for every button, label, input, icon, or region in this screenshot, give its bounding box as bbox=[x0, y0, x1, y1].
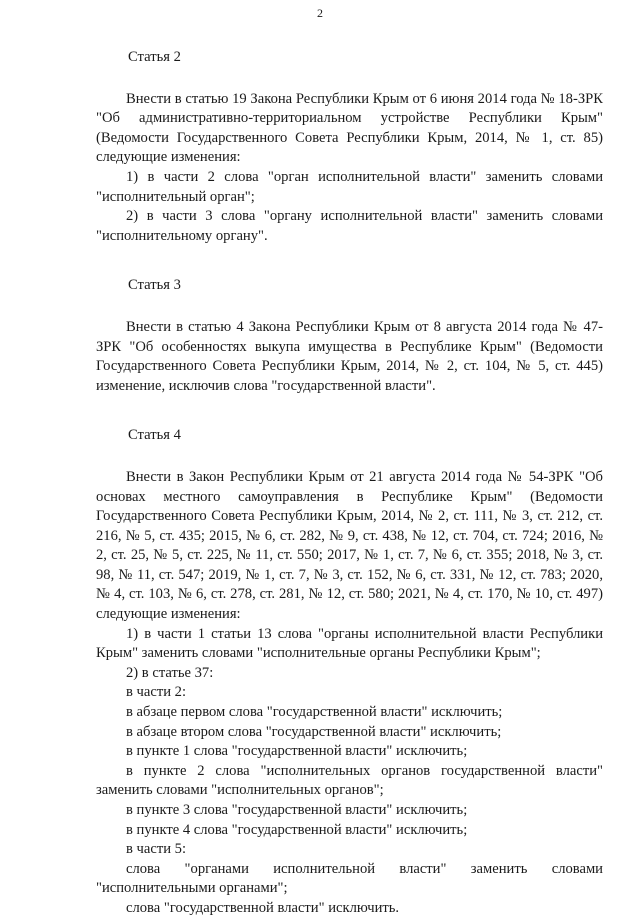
article-2-item-2: 2) в части 3 слова "органу исполнительной власти" заменить словами "исполнительному органу". bbox=[96, 208, 603, 244]
article-2-title: Статья 2 bbox=[128, 49, 181, 65]
article-2-item-1: 1) в части 2 слова "орган исполнительной власти" заменить словами "исполнительный орган"; bbox=[96, 168, 603, 205]
article-2-intro: Внести в статью 19 Закона Республики Крым от 6 июня 2014 года № 18-ЗРК "Об административно-территориальном устройстве Республики Крым" (Ведомости Государственного Совета Республики Крым, 2014, № 1, ст. 85) следующие изменения: bbox=[96, 90, 603, 166]
article-4-para-1: в абзаце первом слова "государственной власти" исключить; bbox=[126, 704, 503, 721]
article-4-item-2: 2) в статье 37: bbox=[126, 664, 214, 681]
article-3-title: Статья 3 bbox=[128, 277, 181, 294]
article-4-item-1: 1) в части 1 статьи 13 слова "органы исполнительной власти Республики Крым" заменить словами "исполнительные органы Республики Крым"; bbox=[96, 625, 603, 662]
article-3-text: Внести в статью 4 Закона Республики Крым от 8 августа 2014 года № 47-ЗРК "Об особенностях выкупа имущества в Республике Крым" (Ведомости Государственного Совета Республики Крым, 2014, № 2, ст. 104, № 5, ст. 445) изменение, исключив слова "государственной власти". bbox=[96, 318, 603, 394]
article-4-part-2: в части 2: bbox=[126, 684, 187, 701]
article-2 bbox=[96, 48, 603, 246]
article-3 bbox=[96, 276, 603, 396]
article-4-para-4: в пункте 2 слова "исполнительных органов государственной власти" заменить словами "исполнительных органов"; bbox=[96, 762, 603, 799]
article-4-para-5: в пункте 3 слова "государственной власти" исключить; bbox=[126, 802, 468, 818]
article-4 bbox=[96, 426, 603, 918]
article-4-part-5: в части 5: bbox=[126, 841, 187, 858]
document-body bbox=[96, 48, 603, 919]
article-4-para-2: в абзаце втором слова "государственной власти" исключить; bbox=[126, 723, 502, 740]
article-4-para-7: слова "органами исполнительной власти" заменить словами "исполнительными органами"; bbox=[96, 860, 603, 897]
article-4-para-6: в пункте 4 слова "государственной власти" исключить; bbox=[126, 821, 468, 838]
article-4-para-8: слова "государственной власти" исключить. bbox=[126, 899, 400, 916]
page-number: 2 bbox=[317, 6, 323, 20]
article-4-intro: Внести в Закон Республики Крым от 21 августа 2014 года № 54-ЗРК "Об основах местного самоуправления в Республике Крым" (Ведомости Государственного Совета Республики Крым, 2014, № 2, ст. 111, № 3, ст. 212, ст. 216, № 5, ст. 435; 2015, № 6, ст. 282, № 9, ст. 438, № 12, ст. 704, ст. 724; 2016, № 2, ст. 25, № 5, ст. 225, № 11, ст. 550; 2017, № 1, ст. 7, № 6, ст. 355; 2018, № 3, ст. 98, № 11, ст. 547; 2019, № 1, ст. 7, № 3, ст. 152, № 6, ст. 331, № 12, ст. 783; 2020, № 4, ст. 103, № 6, ст. 278, ст. 281, № 12, ст. 580; 2021, № 4, ст. 170, № 10, ст. 497) следующие изменения: bbox=[96, 468, 603, 623]
article-4-title: Статья 4 bbox=[128, 427, 181, 444]
article-4-para-3: в пункте 1 слова "государственной власти" исключить; bbox=[126, 743, 468, 760]
